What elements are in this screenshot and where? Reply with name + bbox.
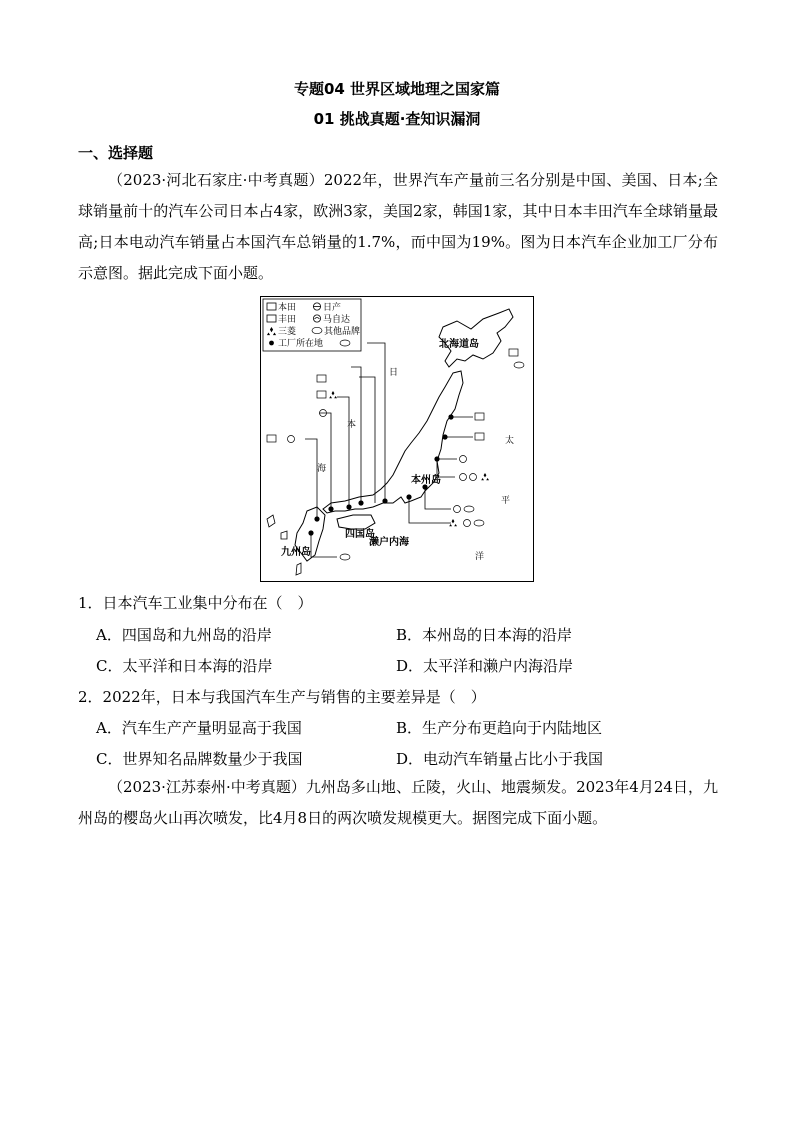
legend-nissan-label: 日产 <box>323 303 342 313</box>
legend-honda-label: 本田 <box>278 303 297 313</box>
label-hokkaido: 北海道岛 <box>439 339 479 350</box>
label-ocean-2: 平 <box>501 496 511 506</box>
question-2-option-a[interactable]: A．汽车生产产量明显高于我国 <box>96 719 302 737</box>
label-seto: 濑户内海 <box>369 537 409 548</box>
honshu-shape <box>323 371 463 513</box>
label-honshu: 本州岛 <box>411 475 441 486</box>
question-1-option-b[interactable]: B．本州岛的日本海的沿岸 <box>396 626 573 644</box>
legend-factory-label: 工厂所在地 <box>278 339 324 349</box>
japan-auto-factory-map <box>260 296 534 582</box>
label-ocean-3: 洋 <box>475 552 485 562</box>
section-heading: 一、选择题 <box>78 144 154 162</box>
question-1-option-a[interactable]: A．四国岛和九州岛的沿岸 <box>96 626 272 644</box>
question-1-stem: 1．日本汽车工业集中分布在（ ） <box>78 594 313 612</box>
label-ocean-1: 太 <box>505 436 515 446</box>
legend-mazda-label: 马自达 <box>323 315 351 325</box>
question-2-option-b[interactable]: B．生产分布更趋向于内陆地区 <box>396 719 603 737</box>
question-2-option-d[interactable]: D．电动汽车销量占比小于我国 <box>396 750 604 768</box>
legend-mitsubishi-label: 三菱 <box>278 327 297 337</box>
label-sea-1: 日 <box>389 368 399 378</box>
factory-dot-icon <box>269 341 274 346</box>
legend-other-label: 其他品牌 <box>324 327 361 337</box>
question-2-option-c[interactable]: C．世界知名品牌数量少于我国 <box>96 750 303 768</box>
label-shikoku: 四国岛 <box>345 529 375 540</box>
question-1-option-d[interactable]: D．太平洋和濑户内海沿岸 <box>396 657 574 675</box>
label-sea-2: 本 <box>347 420 357 430</box>
label-sea-3: 海 <box>317 464 327 474</box>
shikoku-shape <box>337 515 375 529</box>
intro-paragraph-1: （2023·河北石家庄·中考真题）2022年，世界汽车产量前三名分别是中国、美国、日本;全球销量前十的汽车公司日本占4家，欧洲3家，美国2家，韩国1家，其中日本丰田汽车全球销量最高;日本电动汽车销量占本国汽车总销量的1.7%，而中国为19%。图为日本汽车企业加工厂分布示意图。据此完成下面小题。 <box>78 171 718 282</box>
question-1-option-c[interactable]: C．太平洋和日本海的沿岸 <box>96 657 273 675</box>
label-kyushu: 九州岛 <box>281 547 311 558</box>
page-subtitle: 01 挑战真题·查知识漏洞 <box>313 110 481 128</box>
question-2-stem: 2．2022年，日本与我国汽车生产与销售的主要差异是（ ） <box>78 688 486 706</box>
legend-toyota-label: 丰田 <box>278 315 297 325</box>
intro-paragraph-2: （2023·江苏泰州·中考真题）九州岛多山地、丘陵，火山、地震频发。2023年4月24日，九州岛的樱岛火山再次喷发，比4月8日的两次喷发规模更大。据图完成下面小题。 <box>78 778 718 827</box>
hokkaido-shape <box>439 309 513 367</box>
page-title: 专题04 世界区域地理之国家篇 <box>293 80 501 98</box>
